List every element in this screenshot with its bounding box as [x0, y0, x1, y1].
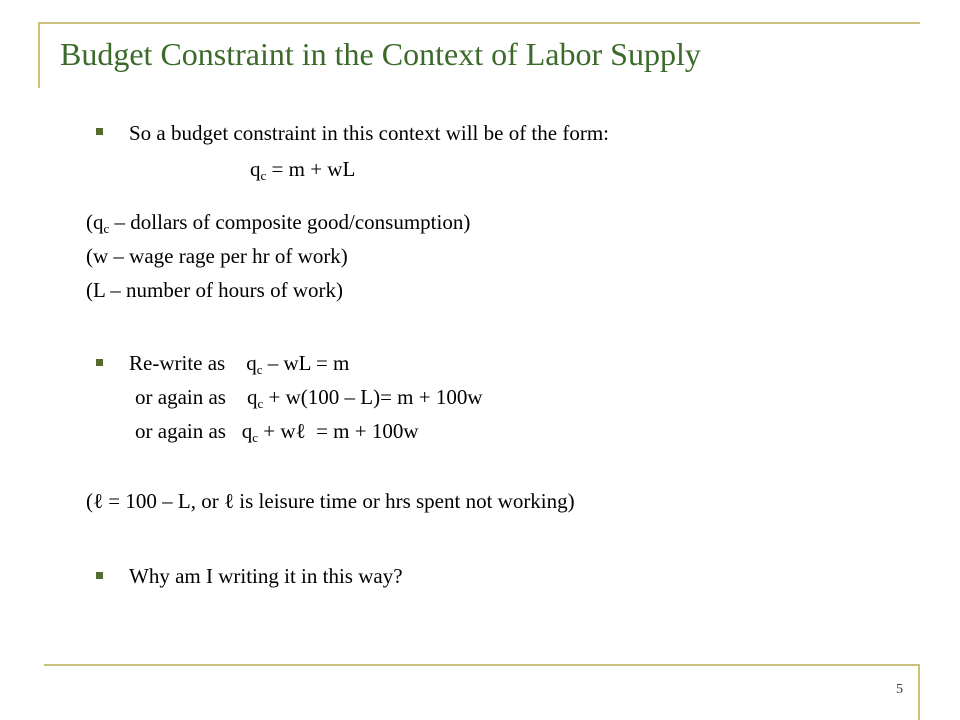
bullet-marker: [96, 572, 103, 579]
rewrite2-prefix: or again as q: [135, 385, 258, 409]
rewrite2-sub: c: [257, 396, 264, 411]
definition-qc: [86, 210, 470, 234]
slide-title: Budget Constraint in the Context of Labor Supply: [60, 36, 701, 72]
rewrite-line-2: [135, 385, 483, 409]
right-rule: [918, 664, 920, 720]
rewrite1-prefix: Re-write as q: [129, 351, 257, 375]
def-qc-sub: c: [103, 221, 110, 236]
bottom-rule: [44, 664, 920, 666]
rewrite3-sub: c: [252, 430, 258, 445]
bullet-text-form: So a budget constraint in this context will be of the form:: [129, 121, 609, 145]
def-qc-rest: – dollars of composite good/consumption): [109, 210, 471, 234]
bullet-marker: [96, 359, 103, 366]
rewrite1-rest: – wL = m: [262, 351, 350, 375]
rewrite3-prefix: or again as q: [135, 419, 253, 443]
question-text: Why am I writing it in this way?: [129, 564, 403, 588]
definition-l: (L – number of hours of work): [86, 278, 343, 302]
equation-budget: [250, 157, 355, 181]
bullet-marker: [96, 128, 103, 135]
rewrite-line-1: [129, 351, 349, 375]
eq-sub: c: [260, 168, 267, 183]
eq-rest: = m + wL: [266, 157, 356, 181]
left-rule: [38, 22, 40, 88]
rewrite1-sub: c: [256, 362, 263, 377]
page-number: 5: [896, 682, 903, 697]
eq-var: q: [250, 157, 261, 181]
leisure-definition: (ℓ = 100 – L, or ℓ is leisure time or hrs spent not working): [86, 489, 575, 513]
rewrite2-rest: + w(100 – L)= m + 100w: [263, 385, 483, 409]
definition-w: (w – wage rage per hr of work): [86, 244, 348, 268]
top-rule: [38, 22, 920, 24]
rewrite-line-3: [135, 419, 419, 443]
rewrite3-rest: + wℓ = m + 100w: [258, 419, 419, 443]
def-qc-prefix: (q: [86, 210, 104, 234]
